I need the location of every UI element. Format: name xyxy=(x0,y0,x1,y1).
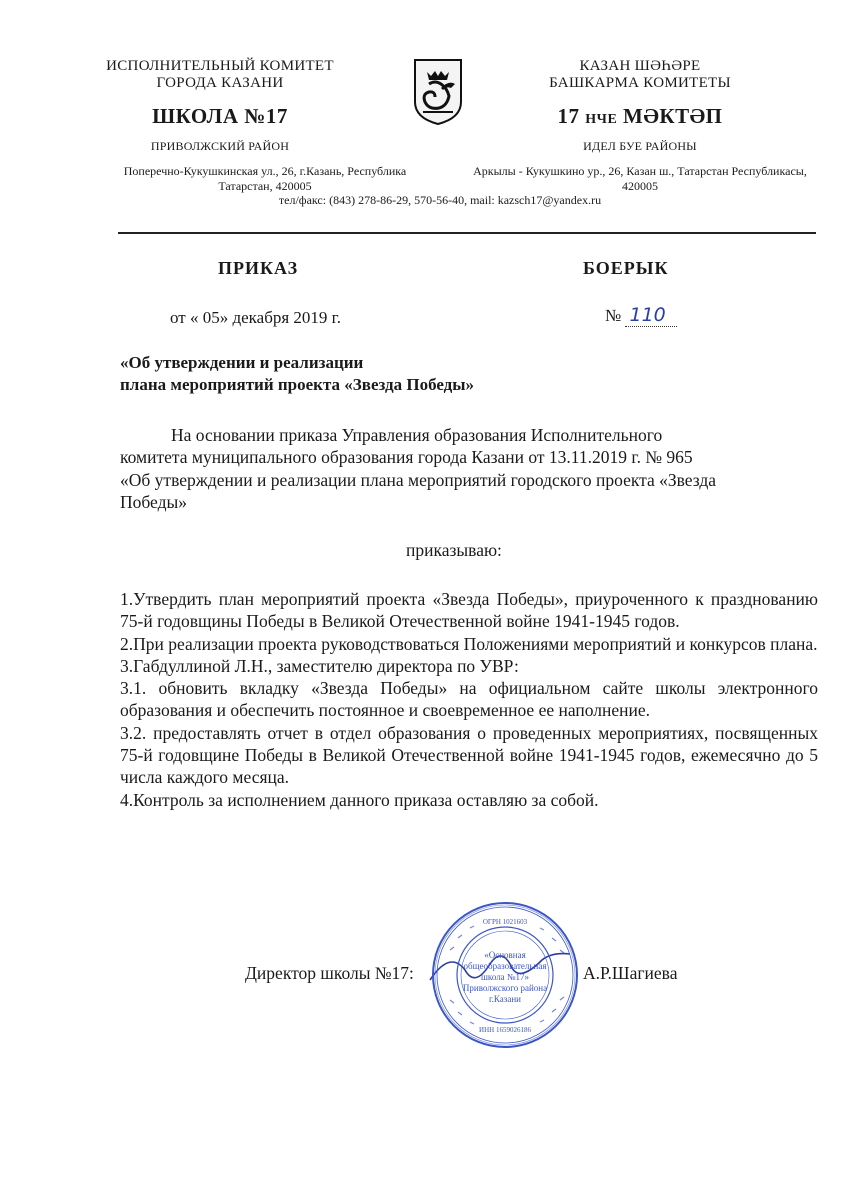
stamp-line5: г.Казани xyxy=(489,994,521,1004)
order-item-4: 4.Контроль за исполнением данного приказа оставляю за собой. xyxy=(120,789,599,810)
doc-title-line2: плана мероприятий проекта «Звезда Победы» xyxy=(120,375,475,394)
address-tt xyxy=(455,164,825,194)
address-tt-line2: 420005 xyxy=(622,179,658,193)
org-name-ru-line2: ГОРОДА КАЗАНИ xyxy=(156,75,284,91)
basis-line1: На основании приказа Управления образования Исполнительного xyxy=(171,425,663,445)
doc-number-prefix: № xyxy=(605,306,622,325)
school-word-tt: МӘКТӘП xyxy=(623,104,723,128)
school-name-ru: ШКОЛА №17 xyxy=(152,104,288,128)
stamp-line2: общеобразовательная xyxy=(463,961,547,971)
school-number-tt: 17 xyxy=(557,104,580,128)
order-item-3-2: 3.2. предоставлять отчет в отдел образования о проведенных мероприятиях, посвященных 75-й годовщине Победы в Великой Отечественной войне 1941-1945 годов, ежемесячно до 5 числа каждого месяца. xyxy=(120,722,818,788)
address-ru-line2: Татарстан, 420005 xyxy=(218,179,312,193)
order-items xyxy=(120,588,818,811)
contacts: тел/факс: (843) 278-86-29, 570-56-40, mail: kazsch17@yandex.ru xyxy=(278,193,602,207)
signature-position: Директор школы №17: xyxy=(245,963,414,983)
basis-line4: Победы» xyxy=(120,491,188,512)
basis-line3: «Об утверждении и реализации плана мероприятий городского проекта «Звезда xyxy=(120,469,717,490)
org-name-ru-line1: ИСПОЛНИТЕЛЬНЫЙ КОМИТЕТ xyxy=(106,58,334,74)
address-ru xyxy=(95,164,435,194)
order-item-3-1: 3.1. обновить вкладку «Звезда Победы» на официальном сайте школы электронного образования и обеспечить постоянное и своевременное ее наполнение. xyxy=(120,678,818,721)
stamp-ogrn: ОГРН 1021603 xyxy=(482,918,528,926)
signature-name: А.Р.Шагиева xyxy=(583,963,678,983)
address-tt-line1: Аркылы - Кукушкино ур., 26, Казан ш., Татарстан Республикасы, xyxy=(473,164,807,178)
doc-type-ru: ПРИКАЗ xyxy=(218,258,299,278)
doc-title xyxy=(120,352,474,396)
doc-number xyxy=(605,304,677,327)
header-right xyxy=(510,58,770,154)
basis-paragraph xyxy=(120,424,820,513)
stamp-line3: школа №17» xyxy=(480,972,530,982)
doc-date: от « 05» декабря 2019 г. xyxy=(170,308,341,327)
school-number-suffix-tt: НЧЕ xyxy=(585,112,618,127)
kazan-coat-of-arms-icon xyxy=(413,58,463,126)
header-divider xyxy=(118,232,816,234)
doc-type-tt: БОЕРЫК xyxy=(583,258,669,278)
district-tt: ИДЕЛ БУЕ РАЙОНЫ xyxy=(583,139,697,153)
stamp-line4: Приволжского района xyxy=(462,983,548,993)
basis-line2: комитета муниципального образования города Казани от 13.11.2019 г. № 965 xyxy=(120,447,693,468)
doc-number-handwritten: 110 xyxy=(625,304,677,327)
order-item-2: 2.При реализации проекта руководствоваться Положениями мероприятий и конкурсов плана. xyxy=(120,633,818,654)
header-left xyxy=(100,58,340,154)
school-name-tt xyxy=(510,104,770,129)
order-item-3: 3.Габдуллиной Л.Н., заместителю директора по УВР: xyxy=(120,655,519,676)
official-stamp xyxy=(430,900,580,1050)
order-word: приказываю: xyxy=(406,540,502,560)
stamp-inn: ИНН 1659026186 xyxy=(479,1026,531,1034)
order-item-1: 1.Утвердить план мероприятий проекта «Звезда Победы», приуроченного к празднованию 75-й годовщины Победы в Великой Отечественной войне 1941-1945 годов. xyxy=(120,589,818,632)
org-name-tt-line1: КАЗАН ШӘҺӘРЕ xyxy=(579,58,701,74)
address-ru-line1: Поперечно-Кукушкинская ул., 26, г.Казань, Республика xyxy=(123,164,407,178)
org-name-tt-line2: БАШКАРМА КОМИТЕТЫ xyxy=(549,75,731,91)
district-ru: ПРИВОЛЖСКИЙ РАЙОН xyxy=(150,139,290,153)
stamp-line1: «Основная xyxy=(484,950,526,960)
doc-title-line1: «Об утверждении и реализации xyxy=(120,353,364,372)
